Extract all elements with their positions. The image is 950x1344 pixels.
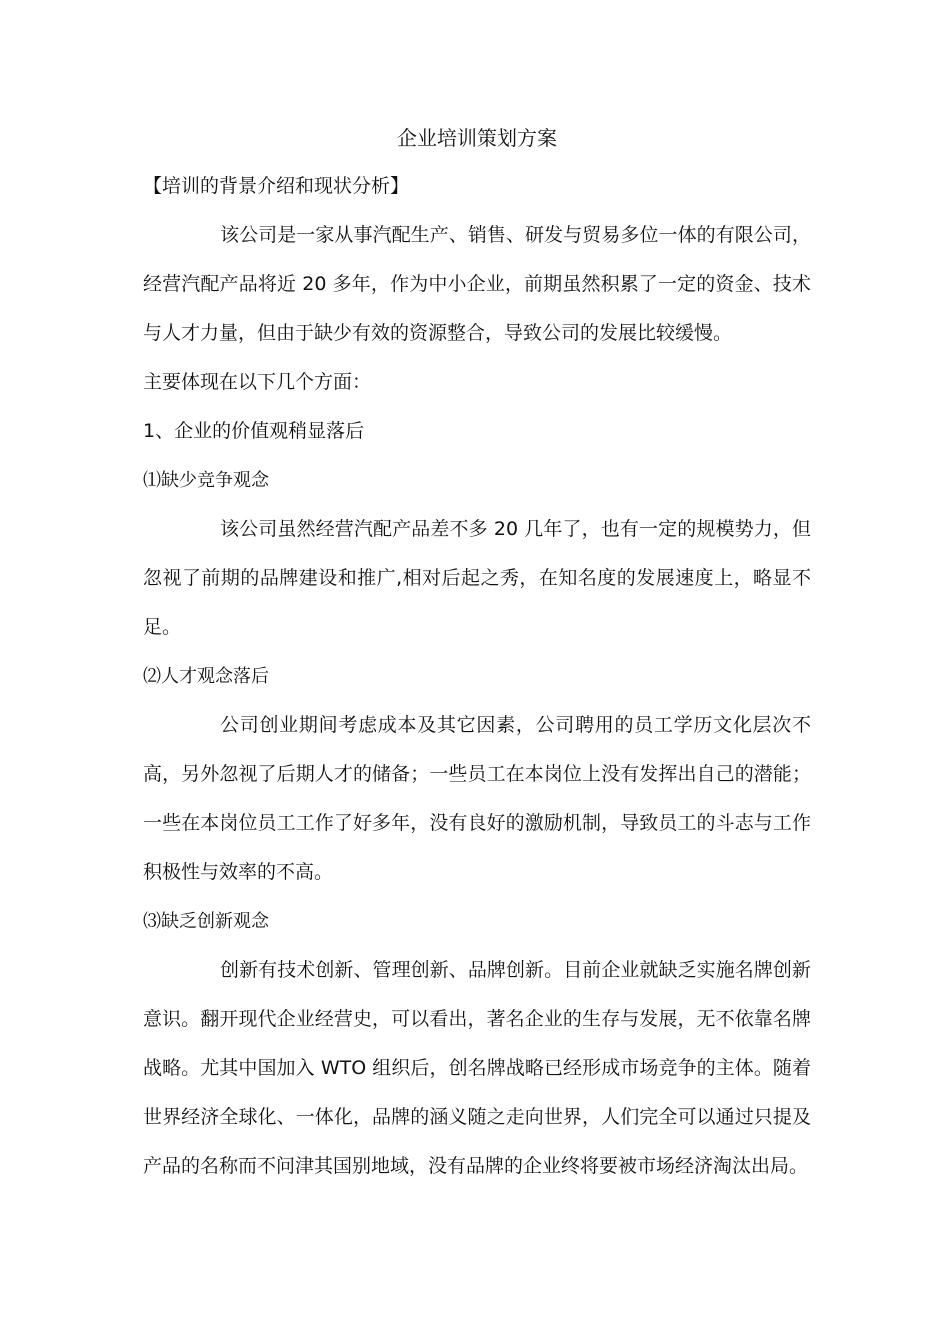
sub-1-heading: ⑴缺少竞争观念	[143, 470, 269, 491]
sub-3-paragraph: 创新有技术创新、管理创新、品牌创新。目前企业就缺乏实施名牌创新意识。翻开现代企业经营史，可以看出，著名企业的生存与发展，无不依靠名牌战略。尤其中国加入 WTO 组织后，创名牌战略已经形成市场竞争的主体。随着世界经济全球化、一体化，品牌的涵义随之走向世界，人们完全可以通过只提及产品的名称而不问津其国别地域，没有品牌的企业终将要被市场经济淘汰出局。	[143, 959, 811, 1177]
document-title: 企业培训策划方案	[397, 126, 557, 150]
document-body	[143, 120, 811, 1191]
point-1-heading: 1、企业的价值观稍显落后	[143, 420, 365, 442]
sub-1-paragraph: 该公司虽然经营汽配产品差不多 20 几年了，也有一定的规模势力，但忽视了前期的品牌建设和推广,相对后起之秀，在知名度的发展速度上，略显不足。	[143, 518, 811, 638]
intro-paragraph: 该公司是一家从事汽配生产、销售、研发与贸易多位一体的有限公司，经营汽配产品将近 20 多年，作为中小企业，前期虽然积累了一定的资金、技术与人才力量，但由于缺少有效的资源整合，导致公司的发展比较缓慢。	[143, 224, 811, 344]
sub-2-paragraph: 公司创业期间考虑成本及其它因素，公司聘用的员工学历文化层次不高，另外忽视了后期人才的储备；一些员工在本岗位上没有发挥出自己的潜能；一些在本岗位员工工作了好多年，没有良好的激励机制，导致员工的斗志与工作积极性与效率的不高。	[143, 714, 811, 883]
sub-2-heading: ⑵人才观念落后	[143, 666, 269, 687]
section-heading: 【培训的背景介绍和现状分析】	[143, 175, 410, 197]
main-points-intro: 主要体现在以下几个方面：	[143, 371, 372, 393]
sub-3-heading: ⑶缺乏创新观念	[143, 911, 269, 932]
